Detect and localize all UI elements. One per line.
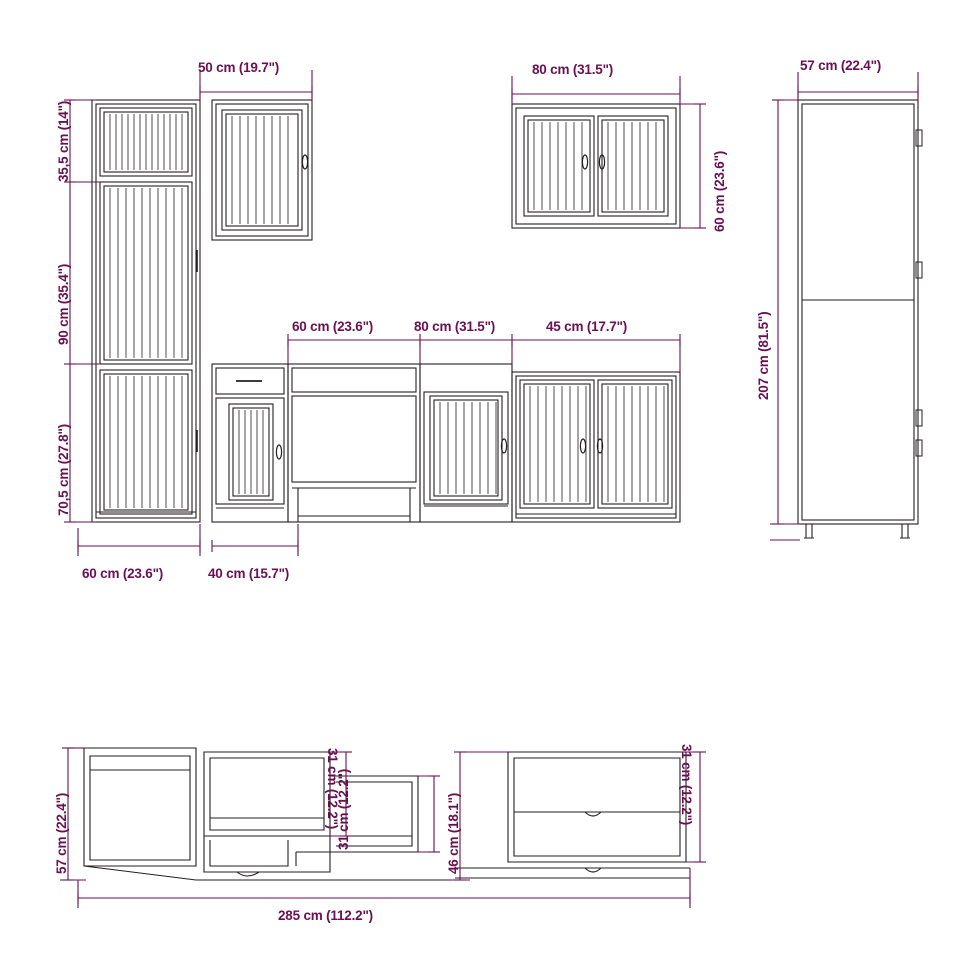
dim-front-h-90: 90 cm (35.4") — [56, 263, 71, 345]
dim-front-h-705: 70,5 cm (27.8") — [56, 424, 71, 516]
dim-tall-w-57: 57 cm (22.4") — [800, 58, 882, 73]
dim-front-top-width: 50 cm (19.7") — [198, 60, 280, 75]
dim-plan-d-31a: 31 cm (12.2") — [325, 748, 340, 830]
dim-plan-d-46: 46 cm (18.1") — [446, 792, 461, 874]
dim-front-base-w-40: 40 cm (15.7") — [208, 566, 290, 581]
dim-mid-w-60: 60 cm (23.6") — [292, 319, 374, 334]
dim-wall-h-60: 60 cm (23.6") — [712, 150, 727, 232]
dim-plan-d-57: 57 cm (22.4") — [54, 792, 69, 874]
dim-tall-h-207: 207 cm (81.5") — [756, 311, 771, 400]
dim-mid-w-80: 80 cm (31.5") — [414, 319, 496, 334]
dim-plan-w-285: 285 cm (112.2") — [278, 908, 373, 923]
dim-front-base-w-60: 60 cm (23.6") — [82, 566, 164, 581]
dim-wall-w-80: 80 cm (31.5") — [532, 62, 614, 77]
dim-plan-d-31b: 31 cm (12.2") — [336, 768, 351, 850]
dim-plan-d-31c: 31 cm (12.2") — [679, 744, 694, 826]
dim-mid-w-45: 45 cm (17.7") — [546, 319, 628, 334]
dim-front-h-355: 35,5 cm (14") — [56, 100, 71, 182]
